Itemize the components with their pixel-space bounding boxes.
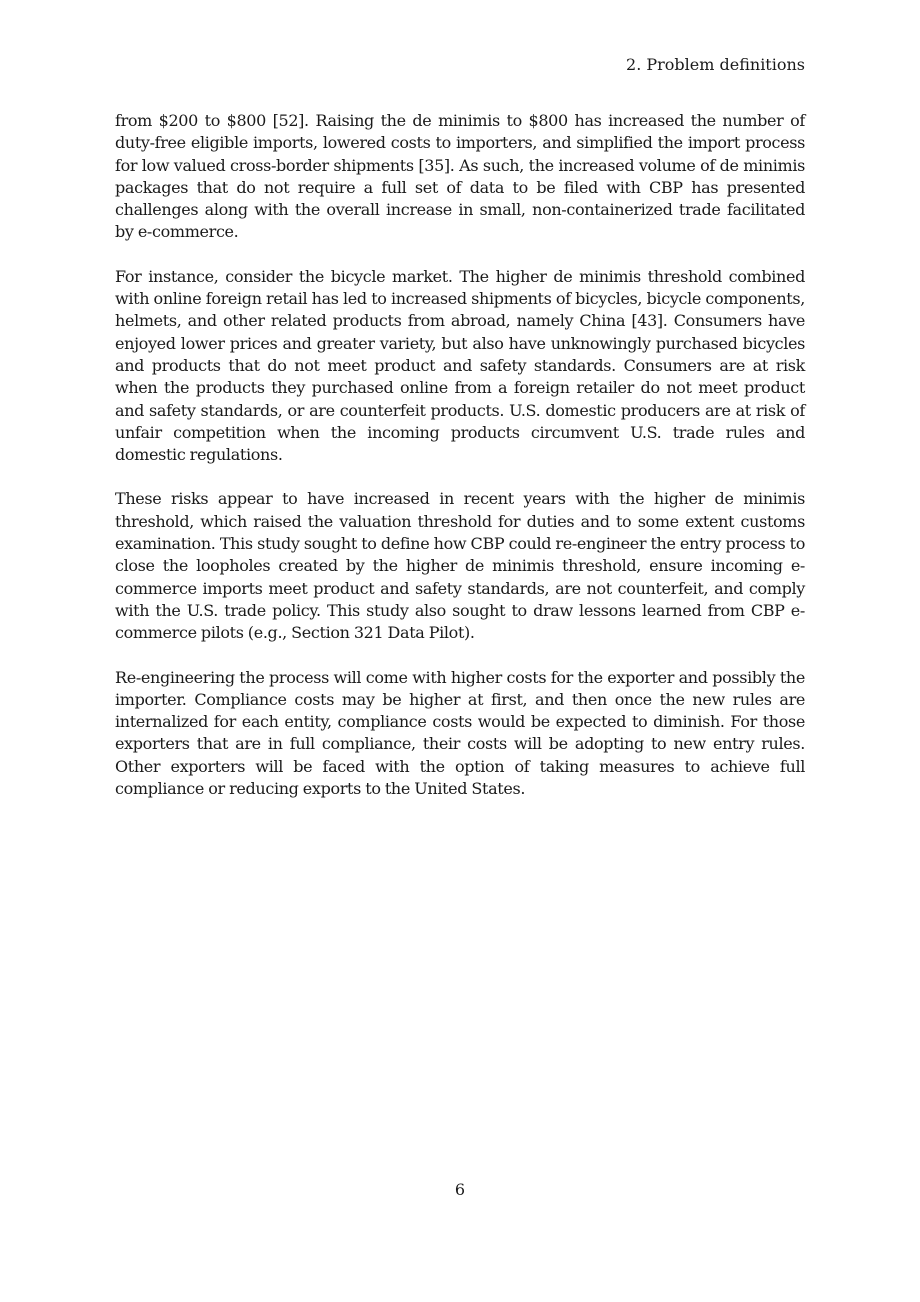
paragraph-risks-study-goals: These risks appear to have increased in recent years with the higher de minimis threshold, which raised the valuation threshold for duties and to some extent customs examination. This study sought to define how CBP could re-engineer the entry process to close the loopholes created by the higher de minimis threshold, ensure incoming e-commerce imports meet product and safety standards, are not counterfeit, and comply with the U.S. trade policy. This study also sought to draw lessons learned from CBP e-commerce pilots (e.g., Section 321 Data Pilot).: [115, 489, 805, 643]
paragraph-bicycle-market: For instance, consider the bicycle market. The higher de minimis threshold combined with online foreign retail has led to increased shipments of bicycles, bicycle components, helmets, and other related products from abroad, namely China [43]. Consumers have enjoyed lower prices and greater variety, but also have unknowingly purchased bicycles and products that do not meet product and safety standards. Consumers are at risk when the products they purchased online from a foreign retailer do not meet product and safety standards, or are counterfeit products. U.S. domestic producers are at risk of unfair competition when the incoming products circumvent U.S. trade rules and domestic regulations.: [115, 266, 805, 465]
paragraph-reengineering-costs: Re-engineering the process will come with higher costs for the exporter and possibly the importer. Compliance costs may be higher at first, and then once the new rules are internalized for each entity, compliance costs would be expected to diminish. For those exporters that are in full compliance, their costs will be adopting to new entry rules. Other exporters will be faced with the option of taking measures to achieve full compliance or reducing exports to the United States.: [115, 667, 805, 799]
paragraph-de-minimis-increase: from $200 to $800 [52]. Raising the de minimis to $800 has increased the number of duty-free eligible imports, lowered costs to importers, and simplified the import process for low valued cross-border shipments [35]. As such, the increased volume of de minimis packages that do not require a full set of data to be filed with CBP has presented challenges along with the overall increase in small, non-containerized trade facilitated by e-commerce.: [115, 111, 805, 242]
body-text: [115, 110, 805, 822]
page-number: 6: [454, 1180, 466, 1199]
running-header-section-title: 2. Problem definitions: [626, 55, 805, 74]
